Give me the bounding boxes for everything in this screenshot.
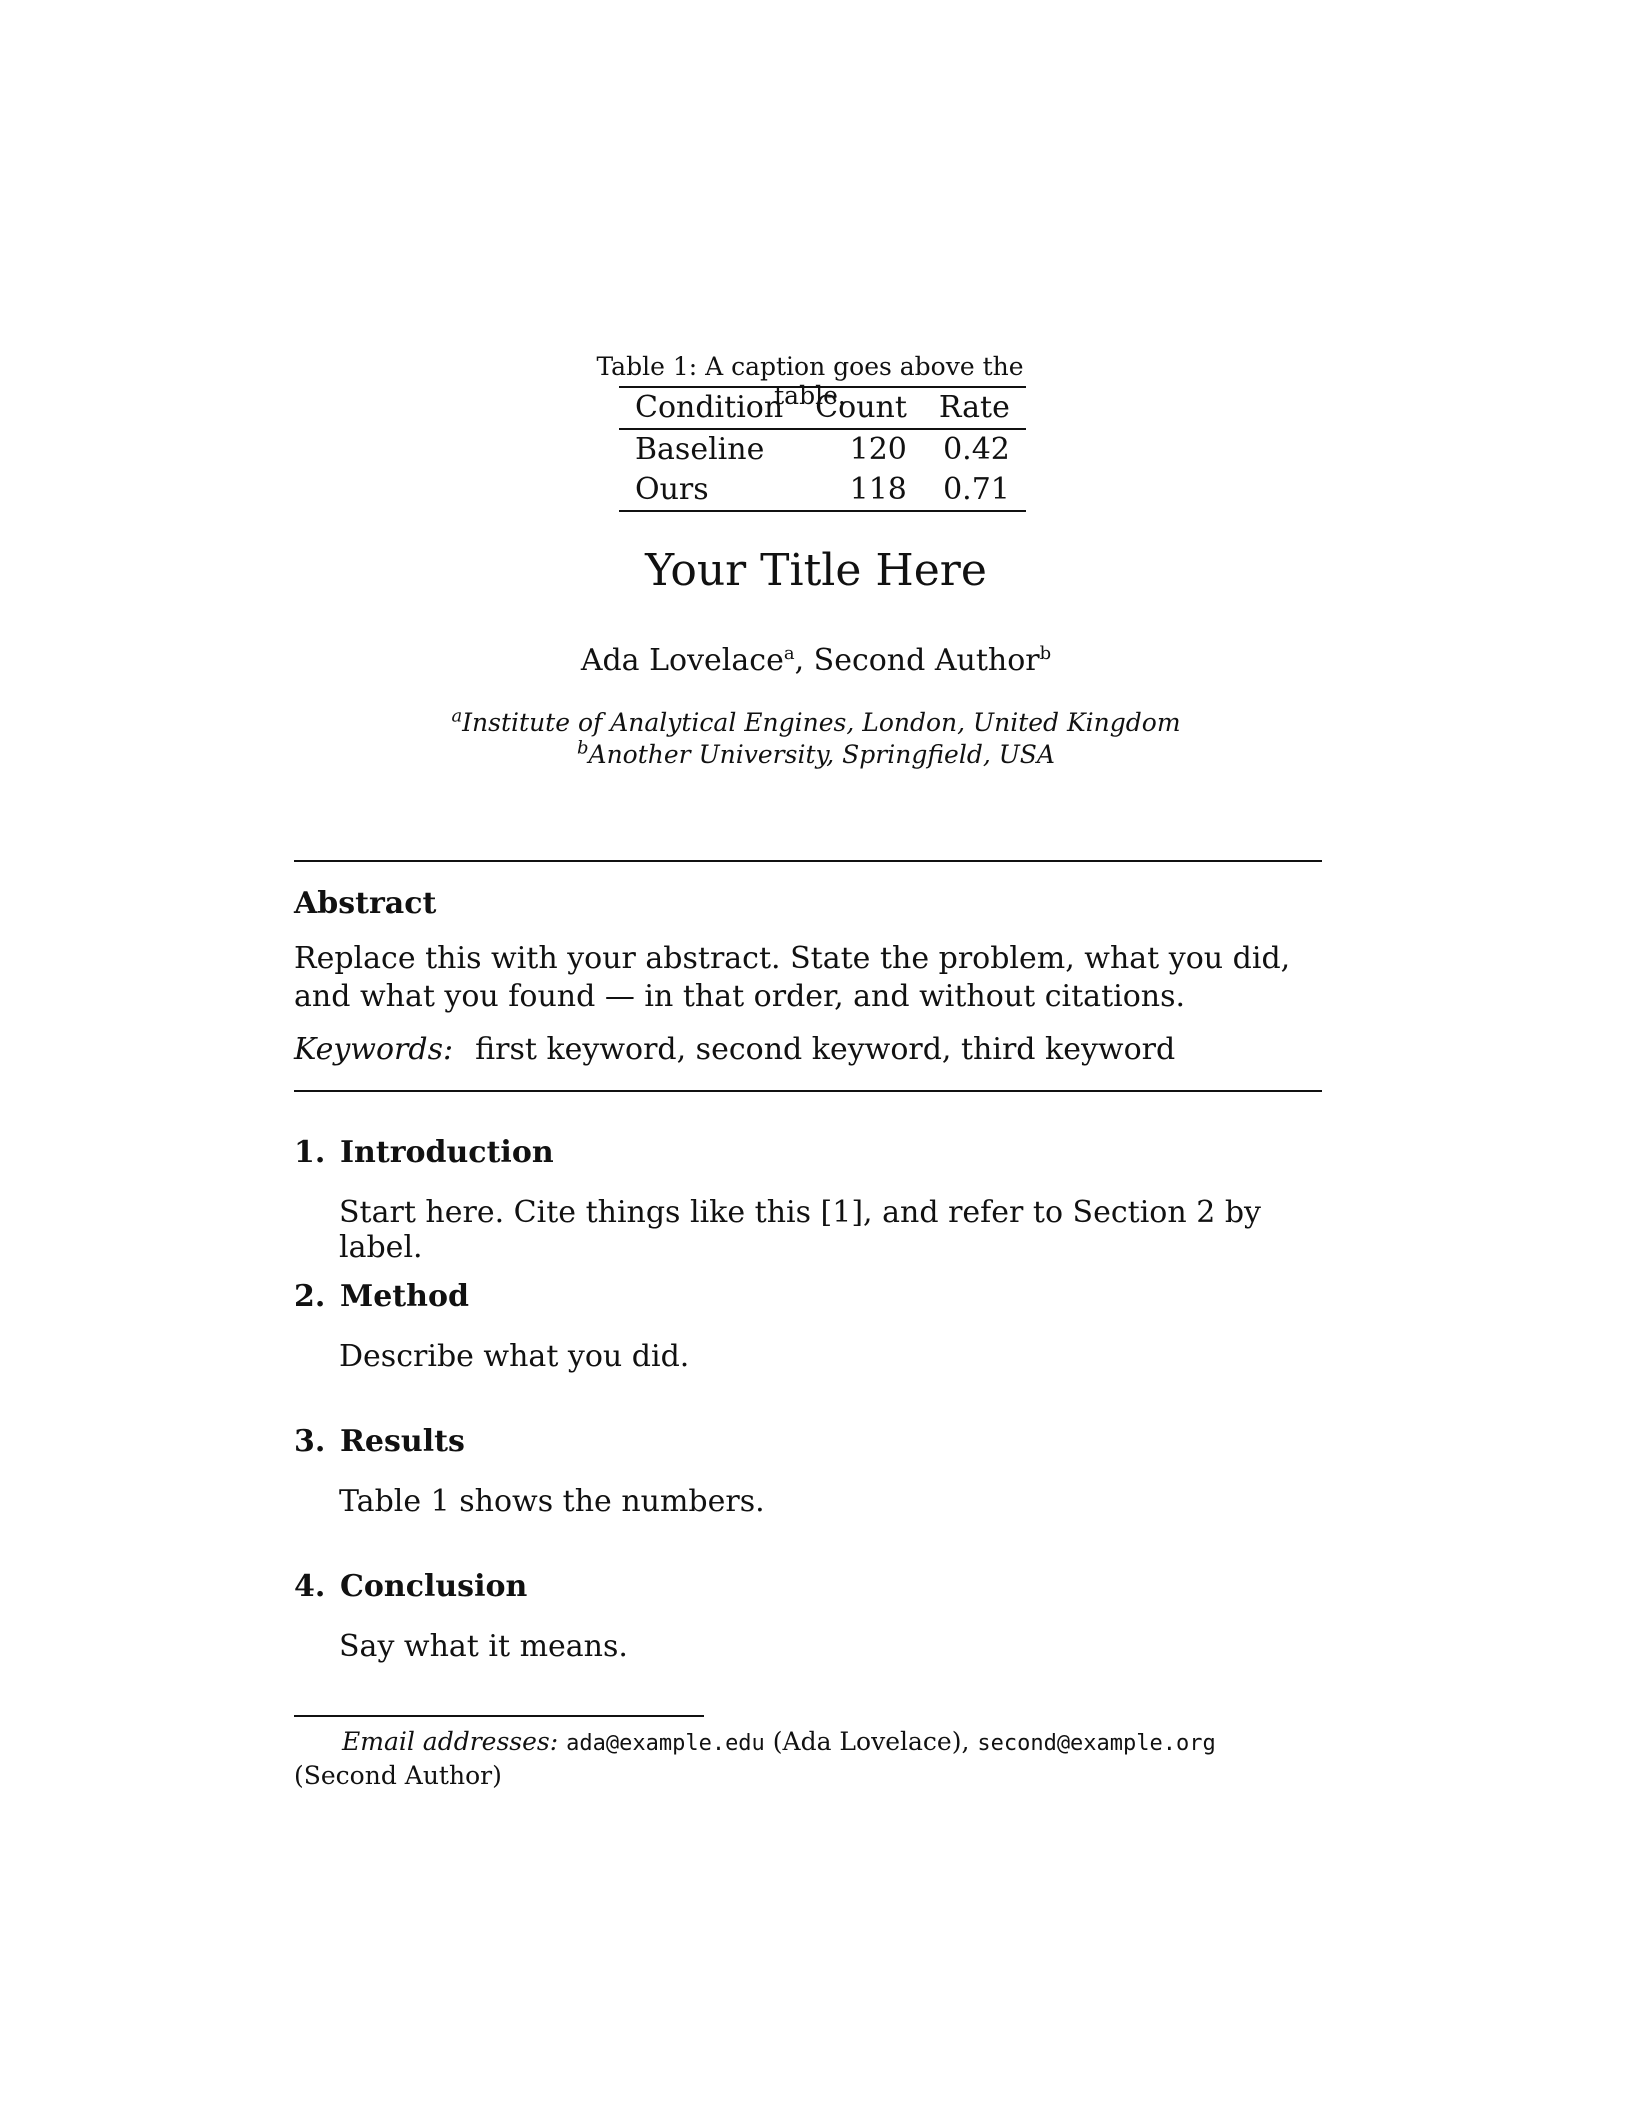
table-cell: Baseline — [635, 432, 765, 467]
section-body-introduction: Start here. Cite things like this [1], and refer to Section 2 by label. — [339, 1195, 1262, 1265]
section-number: 2. — [294, 1279, 326, 1314]
affiliation-text: Institute of Analytical Engines, London, United Kingdom — [462, 708, 1181, 737]
email-link[interactable]: second@example.org — [977, 1731, 1216, 1756]
table-caption: Table 1: A caption goes above the table. — [596, 352, 1024, 410]
affiliation-b — [0, 737, 1632, 769]
section-body-conclusion: Say what it means. — [339, 1629, 628, 1664]
author-name: Second Author — [813, 643, 1040, 678]
table-cell: Ours — [635, 472, 709, 507]
section-heading-results — [294, 1424, 465, 1459]
section-heading-introduction — [294, 1135, 554, 1170]
section-number: 1. — [294, 1135, 326, 1170]
section-title: Conclusion — [340, 1569, 528, 1604]
table-header-cell: Rate — [938, 390, 1010, 425]
email-owner: (Second Author) — [294, 1761, 502, 1790]
section-heading-method — [294, 1279, 469, 1314]
section-title: Introduction — [340, 1135, 554, 1170]
keywords-line — [294, 1032, 1324, 1067]
affiliation-mark: a — [451, 705, 463, 727]
keywords-text: first keyword, second keyword, third keyword — [475, 1032, 1176, 1067]
author-name: Ada Lovelace — [580, 643, 784, 678]
section-heading-conclusion — [294, 1569, 527, 1604]
table-cell: 0.42 — [943, 432, 1010, 467]
table-cell: 0.71 — [943, 472, 1010, 507]
footnote-rule — [294, 1715, 704, 1717]
table-row — [619, 470, 1026, 511]
table-header-cell: Condition — [635, 390, 784, 425]
footnote-email-addresses — [294, 1726, 1324, 1792]
abstract-body: Replace this with your abstract. State the problem, what you did, and what you found — in that order, and without citations. — [294, 941, 1291, 1014]
abstract-heading: Abstract — [294, 886, 437, 921]
section-number: 3. — [294, 1424, 326, 1459]
affiliation-mark: b — [577, 737, 589, 759]
table-row — [619, 429, 1026, 470]
table-cell: 118 — [849, 472, 907, 507]
table-header-cell: Count — [815, 390, 907, 425]
paper-title: Your Title Here — [645, 545, 987, 596]
results-table — [619, 386, 1026, 512]
section-title: Results — [340, 1424, 465, 1459]
section-body-results: Table 1 shows the numbers. — [339, 1484, 765, 1519]
footnote-label: Email addresses: — [342, 1727, 559, 1756]
section-number: 4. — [294, 1569, 326, 1604]
email-link[interactable]: ada@example.edu — [566, 1731, 765, 1756]
abstract-bottom-rule — [294, 1090, 1322, 1092]
section-body-method: Describe what you did. — [339, 1339, 690, 1374]
author-separator: , — [794, 643, 814, 678]
table-cell: 120 — [849, 432, 907, 467]
email-owner: (Ada Lovelace), — [764, 1727, 978, 1756]
author-list — [0, 643, 1632, 678]
section-title: Method — [340, 1279, 469, 1314]
author-affiliation-mark: b — [1039, 643, 1052, 664]
abstract-top-rule — [294, 860, 1322, 862]
author-affiliation-mark: a — [783, 643, 795, 664]
keywords-label: Keywords: — [294, 1032, 454, 1067]
affiliation-text: Another University, Springfield, USA — [588, 740, 1055, 769]
results-table-container — [619, 386, 1010, 512]
table-header-row — [619, 387, 1026, 429]
affiliation-a — [0, 705, 1632, 737]
